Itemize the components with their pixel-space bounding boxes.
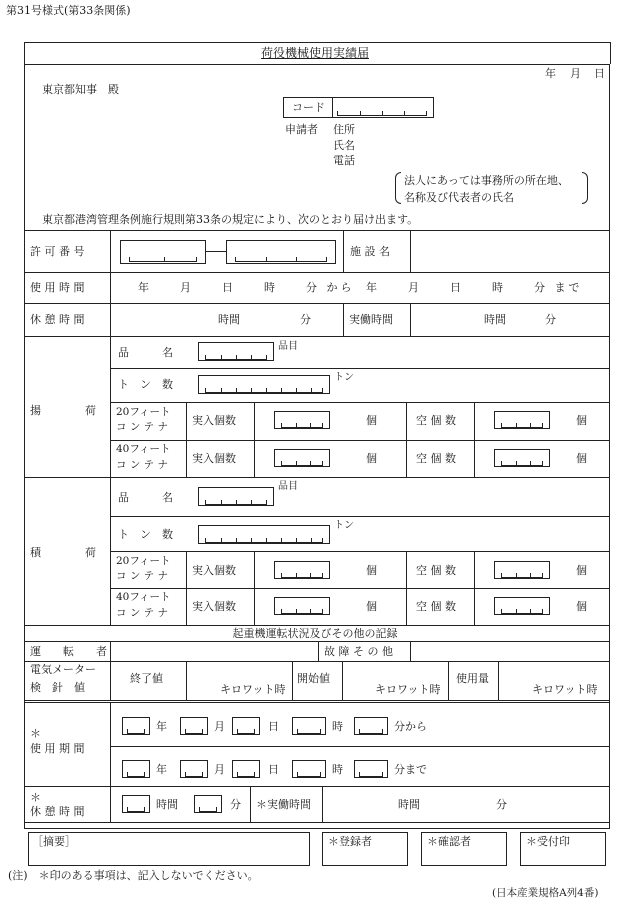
break-time-label: 休 憩 時 間 (30, 313, 85, 326)
applicant-name: 氏名 (333, 139, 355, 152)
code-cells[interactable] (337, 111, 427, 116)
form-code: 第31号様式(第33条関係) (6, 4, 131, 17)
unload-c20-full-label: 実入個数 (192, 414, 236, 427)
meter-label-b: 検 針 値 (30, 681, 85, 694)
period-to-minute[interactable] (354, 760, 388, 778)
period-from-hour[interactable] (292, 717, 326, 735)
period-to-month-unit: 月 (214, 763, 225, 776)
meter-label-a: 電気メーター (30, 663, 96, 676)
date-day: 日 (594, 67, 605, 80)
unloading-label: 揚 荷 (30, 404, 96, 417)
unload-c20-empty-ko: 個 (576, 414, 587, 427)
permit-no-field-1[interactable] (120, 240, 206, 264)
period-to-hour[interactable] (292, 760, 326, 778)
unload-c20-full-ko: 個 (366, 414, 377, 427)
load-c40-b: コ ン テ ナ (116, 607, 169, 619)
confirmer-label: ＊確認者 (427, 835, 471, 848)
unload-c40-empty-ko: 個 (576, 452, 587, 465)
reception-label: ＊受付印 (526, 835, 570, 848)
load-hinmoku: 品目 (278, 481, 298, 492)
usage-label: 使用量 (456, 672, 489, 685)
period-from-day-unit: 日 (268, 720, 279, 733)
facility-label: 施 設 名 (350, 245, 390, 258)
unload-item-field[interactable] (198, 342, 274, 361)
load-c20-empty-label: 空 個 数 (416, 564, 456, 577)
applicant-label: 申請者 (285, 123, 318, 136)
load-c40-empty-field[interactable] (494, 597, 550, 615)
code-label: コード (292, 101, 325, 114)
break-minutes: 分 (300, 313, 311, 326)
break-minutes-unit: 分 (230, 798, 241, 811)
break-star: ＊ (30, 791, 41, 804)
jis-size: (日本産業規格A列4番) (492, 887, 599, 899)
usage-kwh: キロワット時 (532, 683, 598, 696)
load-c20-b: コ ン テ ナ (116, 570, 169, 582)
period-from-minute[interactable] (354, 717, 388, 735)
actual-hours: 時間 (484, 313, 506, 326)
load-c40-empty-label: 空 個 数 (416, 600, 456, 613)
start-kwh: キロワット時 (375, 683, 441, 696)
load-item-field[interactable] (198, 487, 274, 506)
period-from-unit: 分から (394, 720, 427, 733)
period-to-day[interactable] (232, 760, 260, 778)
applicant-phone: 電話 (333, 154, 355, 167)
period-to-year[interactable] (122, 760, 150, 778)
load-c20-empty-ko: 個 (576, 564, 587, 577)
failure-label: 故 障 そ の 他 (324, 645, 393, 658)
period-from-year-unit: 年 (156, 720, 167, 733)
period-to-hour-unit: 時 (332, 763, 343, 776)
unload-hinmoku: 品目 (278, 341, 298, 352)
operator-label: 運 転 者 (30, 645, 107, 658)
break-time-label-2: 休 憩 時 間 (30, 805, 85, 818)
use-time-from: 年 月 日 時 分 から (138, 281, 355, 294)
unload-item-label: 品 名 (118, 346, 173, 359)
unload-ton-unit: トン (334, 372, 354, 383)
load-c40-full-ko: 個 (366, 600, 377, 613)
use-time-label: 使 用 時 間 (30, 281, 85, 294)
unload-c20-a: 20フィート (116, 406, 171, 418)
page-title: 荷役機械使用実績届 (260, 46, 369, 60)
unload-c20-full-field[interactable] (274, 411, 330, 429)
unload-c40-full-ko: 個 (366, 452, 377, 465)
actual-minutes-2: 分 (496, 798, 507, 811)
unload-c20-b: コ ン テ ナ (116, 421, 169, 433)
permit-no-label: 許 可 番 号 (30, 245, 85, 258)
actual-time-label-2: ＊実働時間 (256, 798, 311, 811)
load-c20-empty-field[interactable] (494, 561, 550, 579)
unload-c20-empty-field[interactable] (494, 411, 550, 429)
use-period-star: ＊ (30, 727, 41, 740)
permit-no-field-2[interactable] (226, 240, 336, 264)
load-tons-field[interactable] (198, 525, 330, 544)
unload-c40-empty-field[interactable] (494, 449, 550, 467)
load-c40-empty-ko: 個 (576, 600, 587, 613)
unload-tons-field[interactable] (198, 375, 330, 394)
date-month: 月 (570, 67, 581, 80)
statement: 東京都港湾管理条例施行規則第33条の規定により、次のとおり届け出ます。 (42, 213, 419, 226)
load-c20-full-ko: 個 (366, 564, 377, 577)
period-to-day-unit: 日 (268, 763, 279, 776)
load-c40-full-field[interactable] (274, 597, 330, 615)
period-from-day[interactable] (232, 717, 260, 735)
load-ton-unit: トン (334, 520, 354, 531)
start-value-label: 開始値 (297, 672, 330, 685)
date-year: 年 (545, 67, 556, 80)
use-time-to: 年 月 日 時 分 まで (366, 281, 583, 294)
load-c40-full-label: 実入個数 (192, 600, 236, 613)
break-minutes-field[interactable] (194, 795, 222, 813)
title-rule (24, 42, 610, 43)
period-from-hour-unit: 時 (332, 720, 343, 733)
recipient: 東京都知事 殿 (42, 83, 119, 96)
applicant-address: 住所 (333, 123, 355, 136)
load-c20-a: 20フィート (116, 555, 171, 567)
load-c20-full-field[interactable] (274, 561, 330, 579)
actual-hours-2: 時間 (398, 798, 420, 811)
end-value-label: 終了値 (130, 672, 163, 685)
unload-c40-b: コ ン テ ナ (116, 459, 169, 471)
unload-c40-full-field[interactable] (274, 449, 330, 467)
unload-c40-empty-label: 空 個 数 (416, 452, 456, 465)
footnote: (注) ＊印のある事項は、記入しないでください。 (8, 869, 259, 882)
actual-time-label: 実働時間 (349, 313, 393, 326)
facility-field[interactable] (412, 232, 608, 270)
unload-c40-a: 40フィート (116, 443, 171, 455)
unload-c20-empty-label: 空 個 数 (416, 414, 456, 427)
period-from-month-unit: 月 (214, 720, 225, 733)
crane-section-heading: 起重機運転状況及びその他の記録 (232, 627, 398, 640)
corp-note-line2: 名称及び代表者の氏名 (404, 191, 514, 204)
break-hours: 時間 (218, 313, 240, 326)
load-c40-a: 40フィート (116, 591, 171, 603)
actual-minutes: 分 (545, 313, 556, 326)
unload-c40-full-label: 実入個数 (192, 452, 236, 465)
remarks-label: ［摘要］ (32, 835, 76, 848)
period-to-year-unit: 年 (156, 763, 167, 776)
load-tons-label: ト ン 数 (118, 528, 173, 541)
registrar-label: ＊登録者 (328, 835, 372, 848)
unload-tons-label: ト ン 数 (118, 378, 173, 391)
corp-note-line1: 法人にあっては事務所の所在地、 (404, 174, 569, 187)
period-from-year[interactable] (122, 717, 150, 735)
period-to-unit: 分まで (394, 763, 427, 776)
end-kwh: キロワット時 (220, 683, 286, 696)
use-period-label: 使 用 期 間 (30, 742, 85, 755)
load-item-label: 品 名 (118, 491, 173, 504)
bracket-right (582, 172, 588, 204)
period-from-month[interactable] (180, 717, 208, 735)
load-c20-full-label: 実入個数 (192, 564, 236, 577)
break-hours-field[interactable] (122, 795, 150, 813)
break-hours-unit: 時間 (156, 798, 178, 811)
period-to-month[interactable] (180, 760, 208, 778)
loading-label: 積 荷 (30, 546, 96, 559)
bracket-left (395, 172, 401, 204)
